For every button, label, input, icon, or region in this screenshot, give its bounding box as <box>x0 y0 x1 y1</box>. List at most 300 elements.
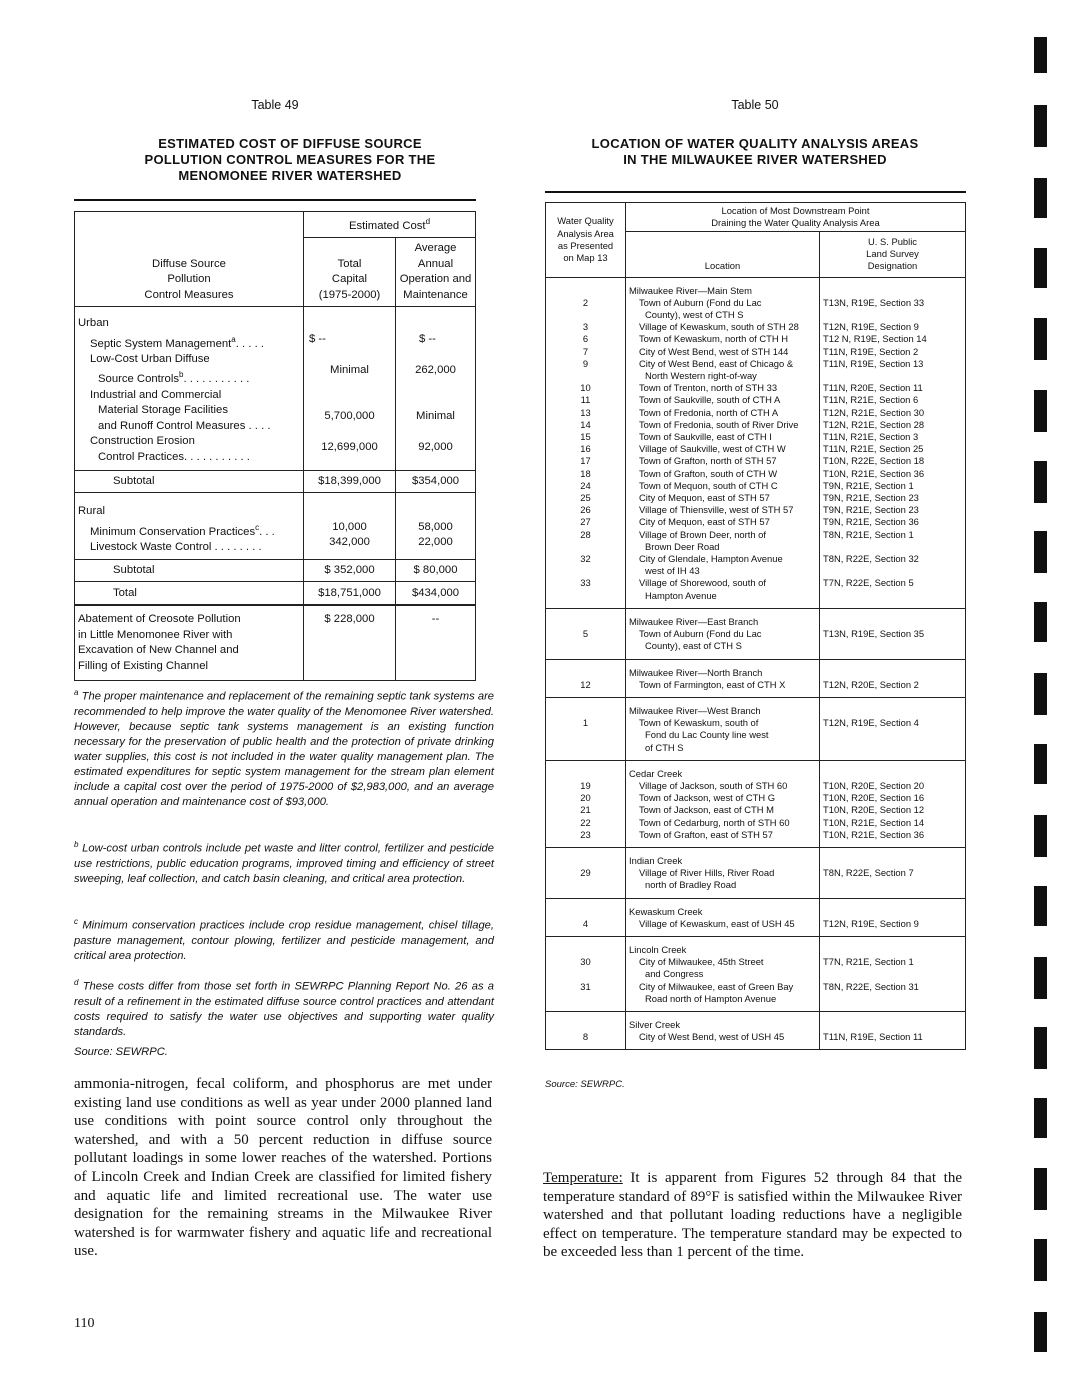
location-line: City of West Bend, west of STH 144 <box>639 345 789 357</box>
area-number: 21 <box>580 804 591 816</box>
total-capital: $18,751,000 <box>304 582 396 606</box>
value-cell: 10,000 <box>332 520 367 533</box>
label-line: in Little Menomonee River with <box>78 628 233 641</box>
location-line: North Western right-of-way <box>645 370 757 382</box>
location-line: Village of River Hills, River Road <box>639 867 775 879</box>
area-number: 17 <box>580 455 591 467</box>
area-cell <box>546 847 626 898</box>
label-text: Control Practices <box>98 450 185 463</box>
row-label: Material Storage Facilities <box>98 404 228 417</box>
footnote-mark: b <box>74 840 79 849</box>
rural-subtotal-annual: $ 80,000 <box>396 560 476 582</box>
area-number: 32 <box>580 553 591 565</box>
area-number: 16 <box>580 443 591 455</box>
footnote-mark: c <box>74 917 78 926</box>
area-number: 4 <box>582 917 589 929</box>
location-line: Village of Thiensville, west of STH 57 <box>639 504 794 516</box>
header-text: Estimated Cost <box>348 220 426 233</box>
footnote-mark: a <box>231 334 236 344</box>
header-line: Capital <box>331 273 368 285</box>
table50-number: Table 50 <box>731 98 779 112</box>
header-line: Maintenance <box>403 288 468 301</box>
plss-designation: T12N, R21E, Section 28 <box>823 418 925 430</box>
footnote-mark: d <box>425 217 431 227</box>
area-number: 33 <box>580 577 591 589</box>
plss-designation: T13N, R19E, Section 35 <box>823 628 925 640</box>
row-label <box>78 367 300 387</box>
spacer <box>823 640 962 652</box>
row-label <box>78 419 300 435</box>
table50-group-row <box>546 1011 966 1049</box>
location-line: City of Mequon, east of STH 57 <box>639 492 770 504</box>
row-label: Low-Cost Urban Diffuse <box>90 352 210 365</box>
location-cell <box>626 760 820 847</box>
footnote-mark: c <box>255 522 260 532</box>
value-cell: 22,000 <box>418 536 453 549</box>
row-label: Construction Erosion <box>90 435 195 448</box>
title-line: POLLUTION CONTROL MEASURES FOR THE <box>144 152 436 167</box>
value-cell: 342,000 <box>329 536 370 549</box>
footnote-mark: b <box>179 370 184 380</box>
location-line: Town of Jackson, east of CTH M <box>639 804 774 816</box>
plss-designation: T12N, R19E, Section 9 <box>823 321 919 333</box>
table50-group-row <box>546 608 966 659</box>
area-number: 11 <box>580 394 591 406</box>
area-number: 10 <box>580 382 591 394</box>
spacer <box>549 565 622 577</box>
header-line: Analysis Area <box>557 227 614 239</box>
stream-heading: Milwaukee River—West Branch <box>629 704 761 716</box>
location-line: Town of Farmington, east of CTH X <box>639 678 786 690</box>
area-number: 24 <box>580 479 591 491</box>
total-annual: $434,000 <box>396 582 476 606</box>
section-label: Rural <box>78 505 105 518</box>
col-header-annual <box>396 238 476 307</box>
binding-mark <box>1034 178 1047 218</box>
footnote-text: Low-cost urban controls include pet waste and litter control, fertilizer and pesticide use restrictions, public education programs, improved timing and efficiency of street sweeping, leaf collection, and catch basin cleaning, and critical area protection. <box>74 842 495 885</box>
label-text: Livestock Waste Control <box>90 540 212 553</box>
title-line: ESTIMATED COST OF DIFFUSE SOURCE <box>158 136 422 151</box>
label-text: and Runoff Control Measures <box>98 419 246 432</box>
table49-source: Source: SEWRPC. <box>74 1046 168 1058</box>
urban-annual <box>396 307 476 471</box>
urban-subtotal-annual: $354,000 <box>396 471 476 493</box>
area-number: 30 <box>580 956 591 968</box>
spacer <box>549 729 622 741</box>
urban-capital <box>304 307 396 471</box>
footnote-text: The proper maintenance and replacement of the remaining septic tank systems are recommended to help improve the water quality of the Menomonee River watershed. However, because septic tank systems management is an existing function necessary for the preservation of public health and the protection of private drinking water supplies, this cost is not included in the water quality management plan. The estimated expenditures for septic system management for the stream plan element include a capital cost over the period of 1975-2000 of $2,983,000, and an average annual operation and maintenance cost of $93,000. <box>74 690 495 808</box>
location-cell <box>626 898 820 936</box>
plss-cell <box>820 760 966 847</box>
leader-dots: . . . <box>259 525 275 538</box>
plss-designation: T12N, R20E, Section 2 <box>823 678 919 690</box>
location-line: Town of Jackson, west of CTH G <box>639 792 775 804</box>
binding-mark <box>1034 1098 1047 1138</box>
plss-cell <box>820 898 966 936</box>
location-line: Village of Kewaskum, south of STH 28 <box>639 321 799 333</box>
plss-designation: T9N, R21E, Section 23 <box>823 492 919 504</box>
location-cell <box>626 277 820 608</box>
location-line: City of Glendale, Hampton Avenue <box>639 553 783 565</box>
location-line: Fond du Lac County line west <box>645 729 769 741</box>
area-number: 8 <box>582 1031 589 1043</box>
binding-mark <box>1034 390 1047 432</box>
leader-dots: . . . . . . . . . . . <box>183 373 250 386</box>
rural-capital <box>304 493 396 560</box>
table50-group-row <box>546 659 966 697</box>
table50 <box>545 202 966 1050</box>
footnote-a <box>74 685 494 810</box>
area-number: 14 <box>580 418 591 430</box>
table49-title <box>74 136 506 184</box>
location-line: Town of Fredonia, south of River Drive <box>639 418 799 430</box>
location-line: of CTH S <box>645 741 684 753</box>
area-cell <box>546 697 626 760</box>
area-number: 3 <box>582 321 589 333</box>
header-line: Draining the Water Quality Analysis Area <box>711 217 880 228</box>
table50-title <box>545 136 965 168</box>
plss-designation: T10N, R20E, Section 20 <box>823 779 925 791</box>
col-header-measures <box>75 212 304 307</box>
plss-designation: T10N, R21E, Section 36 <box>823 467 925 479</box>
spacer <box>823 729 962 741</box>
location-line: Town of Saukville, east of CTH I <box>639 431 772 443</box>
area-cell <box>546 898 626 936</box>
spacer <box>549 309 622 321</box>
plss-designation: T12 N, R19E, Section 14 <box>823 333 927 345</box>
row-label: Industrial and Commercial <box>90 388 222 401</box>
binding-mark <box>1034 602 1047 642</box>
area-number: 13 <box>580 406 591 418</box>
location-line: Town of Fredonia, north of CTH A <box>639 406 779 418</box>
plss-designation: T12N, R19E, Section 9 <box>823 917 919 929</box>
spacer <box>823 541 962 553</box>
binding-mark <box>1034 815 1047 857</box>
table50-source: Source: SEWRPC. <box>545 1079 625 1090</box>
location-line: Hampton Avenue <box>645 589 717 601</box>
location-line: Village of Shorewood, south of <box>639 577 766 589</box>
location-line: County), west of CTH S <box>645 309 744 321</box>
plss-cell <box>820 936 966 1011</box>
area-number: 9 <box>582 357 589 369</box>
spacer <box>823 742 962 754</box>
spacer <box>823 590 962 602</box>
col-header-capital <box>304 238 396 307</box>
header-line: Total <box>337 257 362 270</box>
header-line: Annual <box>417 257 454 270</box>
plss-cell <box>820 659 966 697</box>
location-cell <box>626 608 820 659</box>
footnote-c <box>74 914 494 964</box>
plss-designation: T7N, R22E, Section 5 <box>823 577 914 589</box>
stream-heading: Milwaukee River—Main Stem <box>629 284 752 296</box>
header-line: as Presented <box>557 239 614 251</box>
table49 <box>74 211 476 681</box>
location-cell <box>626 1011 820 1049</box>
header-line: Designation <box>867 260 918 272</box>
leader-dots: . . . . . <box>235 337 264 350</box>
body-paragraph-left: ammonia-nitrogen, fecal coliform, and phosphorus are met under existing land use conditions as well as year under 2000 planned land use conditions with point source control only throughout the watershed, and with a 50 percent reduction in diffuse source pollutant loadings in some lower reaches of the watershed. Portions of Lincoln Creek and Indian Creek are classified for limited fishery and aquatic life and limited recreational use. The water use designation for the remaining streams in the Milwaukee River watershed is for warmwater fishery and aquatic life and recreational use. <box>74 1076 492 1260</box>
table50-top-rule <box>545 191 966 193</box>
header-line: Water Quality <box>557 215 614 227</box>
title-line: LOCATION OF WATER QUALITY ANALYSIS AREAS <box>591 136 919 151</box>
location-line: Town of Saukville, south of CTH A <box>639 394 781 406</box>
location-line: Town of Mequon, south of CTH C <box>639 479 778 491</box>
location-line: north of Bradley Road <box>645 879 737 891</box>
value-cell: 5,700,000 <box>324 410 375 422</box>
binding-mark <box>1034 248 1047 288</box>
leader-dots: . . . . . . . . <box>214 540 262 553</box>
area-number: 29 <box>580 867 591 879</box>
col-group-location <box>626 203 966 232</box>
value-cell: Minimal <box>330 363 369 376</box>
plss-designation: T11N, R19E, Section 11 <box>823 1031 923 1043</box>
area-cell <box>546 1011 626 1049</box>
area-cell <box>546 277 626 608</box>
abatement-annual: -- <box>396 605 476 681</box>
location-line: Town of Auburn (Fond du Lac <box>639 296 762 308</box>
table50-group-row <box>546 847 966 898</box>
label-text: Septic System Management <box>90 337 232 350</box>
stream-heading: Milwaukee River—North Branch <box>629 666 763 678</box>
plss-designation: T11N, R21E, Section 25 <box>823 443 924 455</box>
location-line: Village of Saukville, west of CTH W <box>639 443 786 455</box>
footnote-mark: a <box>74 688 79 697</box>
abatement-capital: $ 228,000 <box>304 605 396 681</box>
binding-mark <box>1034 1239 1047 1281</box>
temperature-text: It is apparent from Figures 52 through 84 that the temperature standard of 89°F is satisfied within the Milwaukee River watershed and that pollutant loading reductions have a negligible effect on temperature. The temperature standard may be expected to be exceeded less than 1 percent of the time. <box>543 1170 962 1261</box>
area-number: 12 <box>580 678 591 690</box>
spacer <box>823 879 962 891</box>
urban-subtotal-capital: $18,399,000 <box>304 471 396 493</box>
row-label <box>78 332 300 352</box>
plss-designation: T8N, R22E, Section 32 <box>823 553 919 565</box>
area-number: 19 <box>580 779 591 791</box>
location-line: west of IH 43 <box>645 565 700 577</box>
header-line: Diffuse Source <box>152 257 226 270</box>
area-number: 1 <box>582 717 589 729</box>
spacer <box>549 879 622 891</box>
plss-designation: T11N, R20E, Section 11 <box>823 382 923 394</box>
location-line: County), east of CTH S <box>645 640 742 652</box>
location-line: Town of Trenton, north of STH 33 <box>639 382 778 394</box>
stream-heading: Silver Creek <box>629 1018 681 1030</box>
plss-designation: T12N, R21E, Section 30 <box>823 406 925 418</box>
location-cell <box>626 936 820 1011</box>
table50-body <box>546 277 966 1050</box>
area-number: 18 <box>580 467 591 479</box>
area-number: 22 <box>580 816 591 828</box>
area-number: 26 <box>580 504 591 516</box>
plss-designation: T11N, R21E, Section 3 <box>823 431 919 443</box>
header-line: Pollution <box>167 273 211 285</box>
value-cell: 12,699,000 <box>321 441 378 453</box>
plss-designation: T9N, R21E, Section 1 <box>823 479 914 491</box>
area-number: 25 <box>580 492 591 504</box>
label-line: Filling of Existing Channel <box>78 659 208 672</box>
label-text: Minimum Conservation Practices <box>90 525 256 538</box>
footnote-b <box>74 837 494 887</box>
location-line: Town of Auburn (Fond du Lac <box>639 628 762 640</box>
footnote-mark: d <box>74 978 79 987</box>
plss-designation: T10N, R22E, Section 18 <box>823 455 925 467</box>
stream-heading: Indian Creek <box>629 854 683 866</box>
value-cell: 58,000 <box>418 520 453 533</box>
area-number: 20 <box>580 792 591 804</box>
label-line: Abatement of Creosote Pollution <box>78 613 241 626</box>
area-number: 5 <box>582 628 589 640</box>
area-number: 27 <box>580 516 591 528</box>
title-line: IN THE MILWAUKEE RIVER WATERSHED <box>623 152 887 167</box>
header-line: on Map 13 <box>563 252 608 263</box>
location-line: City of Mequon, east of STH 57 <box>639 516 770 528</box>
total-label: Total <box>75 582 304 606</box>
binding-mark <box>1034 957 1047 999</box>
value-cell: $ -- <box>419 332 436 345</box>
table50-group-row <box>546 936 966 1011</box>
value-cell: 92,000 <box>418 441 453 453</box>
plss-designation: T10N, R20E, Section 12 <box>823 804 925 816</box>
spacer <box>549 370 622 382</box>
rural-subtotal-label: Subtotal <box>75 560 304 582</box>
header-line: Operation and <box>399 273 472 285</box>
location-line: Town of Grafton, north of STH 57 <box>639 455 777 467</box>
spacer <box>549 590 622 602</box>
area-cell <box>546 608 626 659</box>
spacer <box>823 565 962 577</box>
plss-cell <box>820 697 966 760</box>
location-cell <box>626 847 820 898</box>
value-cell: Minimal <box>416 410 455 422</box>
page-number: 110 <box>74 1316 95 1331</box>
value-cell: 262,000 <box>415 363 456 376</box>
plss-cell <box>820 1011 966 1049</box>
header-line: Control Measures <box>144 288 234 301</box>
footnote-text: Minimum conservation practices include crop residue management, chisel tillage, pasture management, contour plowing, fertilizer and pesticide management, and critical area protection. <box>74 919 494 962</box>
area-number: 7 <box>582 345 589 357</box>
location-line: Village of Kewaskum, east of USH 45 <box>639 917 795 929</box>
spacer <box>823 309 962 321</box>
area-number: 28 <box>580 528 591 540</box>
area-cell <box>546 659 626 697</box>
value-cell: $ -- <box>309 332 326 345</box>
table50-group-row <box>546 760 966 847</box>
rural-subtotal-capital: $ 352,000 <box>304 560 396 582</box>
spacer <box>823 370 962 382</box>
area-cell <box>546 936 626 1011</box>
plss-cell <box>820 608 966 659</box>
plss-designation: T11N, R21E, Section 6 <box>823 394 919 406</box>
header-line: (1975-2000) <box>318 288 381 301</box>
area-number: 15 <box>580 431 591 443</box>
binding-mark <box>1034 1168 1047 1210</box>
spacer <box>549 993 622 1005</box>
col-group-estimated-cost <box>304 212 476 238</box>
binding-mark <box>1034 673 1047 715</box>
plss-designation: T8N, R21E, Section 1 <box>823 528 914 540</box>
stream-heading: Milwaukee River—East Branch <box>629 615 759 627</box>
stream-heading: Cedar Creek <box>629 767 683 779</box>
header-line: U. S. Public <box>868 236 917 247</box>
plss-designation: T8N, R22E, Section 31 <box>823 980 919 992</box>
plss-designation: T8N, R22E, Section 7 <box>823 867 914 879</box>
location-line: City of Milwaukee, east of Green Bay <box>639 980 794 992</box>
label-text: Source Controls <box>98 373 179 386</box>
binding-mark <box>1034 105 1047 147</box>
footnote-text: These costs differ from those set forth in SEWRPC Planning Report No. 26 as a result of a refinement in the estimated diffuse source control practices and attendant costs required to satisfy the water use objectives and supporting water quality standards. <box>74 980 495 1038</box>
location-cell <box>626 697 820 760</box>
row-label <box>78 450 300 466</box>
plss-designation: T10N, R21E, Section 36 <box>823 828 925 840</box>
col-header-location: Location <box>626 232 820 278</box>
location-line: Village of Brown Deer, north of <box>639 528 766 540</box>
leader-dots: . . . . . . . . . . . <box>184 450 250 463</box>
plss-designation: T9N, R21E, Section 23 <box>823 504 919 516</box>
location-line: Town of Grafton, east of STH 57 <box>639 828 773 840</box>
urban-block <box>75 307 304 471</box>
header-line: Land Survey <box>866 248 919 260</box>
area-number: 23 <box>580 828 591 840</box>
plss-designation: T12N, R19E, Section 4 <box>823 717 919 729</box>
plss-designation: T9N, R21E, Section 36 <box>823 516 919 528</box>
plss-designation: T10N, R20E, Section 16 <box>823 792 925 804</box>
plss-designation: T7N, R21E, Section 1 <box>823 956 914 968</box>
section-label: Urban <box>78 317 109 329</box>
binding-mark <box>1034 318 1047 360</box>
rural-annual <box>396 493 476 560</box>
location-line: Village of Jackson, south of STH 60 <box>639 779 788 791</box>
location-line: City of West Bend, east of Chicago & <box>639 357 794 369</box>
col-header-area <box>546 203 626 278</box>
rural-block <box>75 493 304 560</box>
binding-mark <box>1034 531 1047 573</box>
binding-mark <box>1034 1027 1047 1069</box>
binding-mark <box>1034 1312 1047 1352</box>
footnote-d <box>74 975 494 1040</box>
table49-number: Table 49 <box>251 98 299 112</box>
spacer <box>549 541 622 553</box>
label-line: Excavation of New Channel and <box>78 644 239 657</box>
location-line: City of Milwaukee, 45th Street <box>639 956 764 968</box>
row-label <box>78 540 300 556</box>
temperature-heading: Temperature: <box>543 1170 623 1186</box>
spacer <box>549 640 622 652</box>
table49-top-rule <box>74 199 476 201</box>
spacer <box>549 968 622 980</box>
table50-group-row <box>546 697 966 760</box>
plss-designation: T13N, R19E, Section 33 <box>823 296 925 308</box>
plss-cell <box>820 277 966 608</box>
spacer <box>823 968 962 980</box>
location-line: City of West Bend, west of USH 45 <box>639 1031 785 1043</box>
col-header-plss <box>820 232 966 278</box>
area-number: 31 <box>580 980 591 992</box>
row-label <box>78 520 300 540</box>
plss-cell <box>820 847 966 898</box>
plss-designation: T11N, R19E, Section 13 <box>823 357 924 369</box>
stream-heading: Lincoln Creek <box>629 943 687 955</box>
location-line: Town of Kewaskum, north of CTH H <box>639 333 789 345</box>
spacer <box>549 742 622 754</box>
binding-mark <box>1034 886 1047 926</box>
area-number: 2 <box>582 296 589 308</box>
urban-subtotal-label: Subtotal <box>75 471 304 493</box>
binding-mark <box>1034 744 1047 784</box>
area-number: 6 <box>582 333 589 345</box>
location-line: and Congress <box>645 968 704 980</box>
location-line: Town of Cedarburg, north of STH 60 <box>639 816 790 828</box>
location-line: Town of Grafton, south of CTH W <box>639 467 778 479</box>
